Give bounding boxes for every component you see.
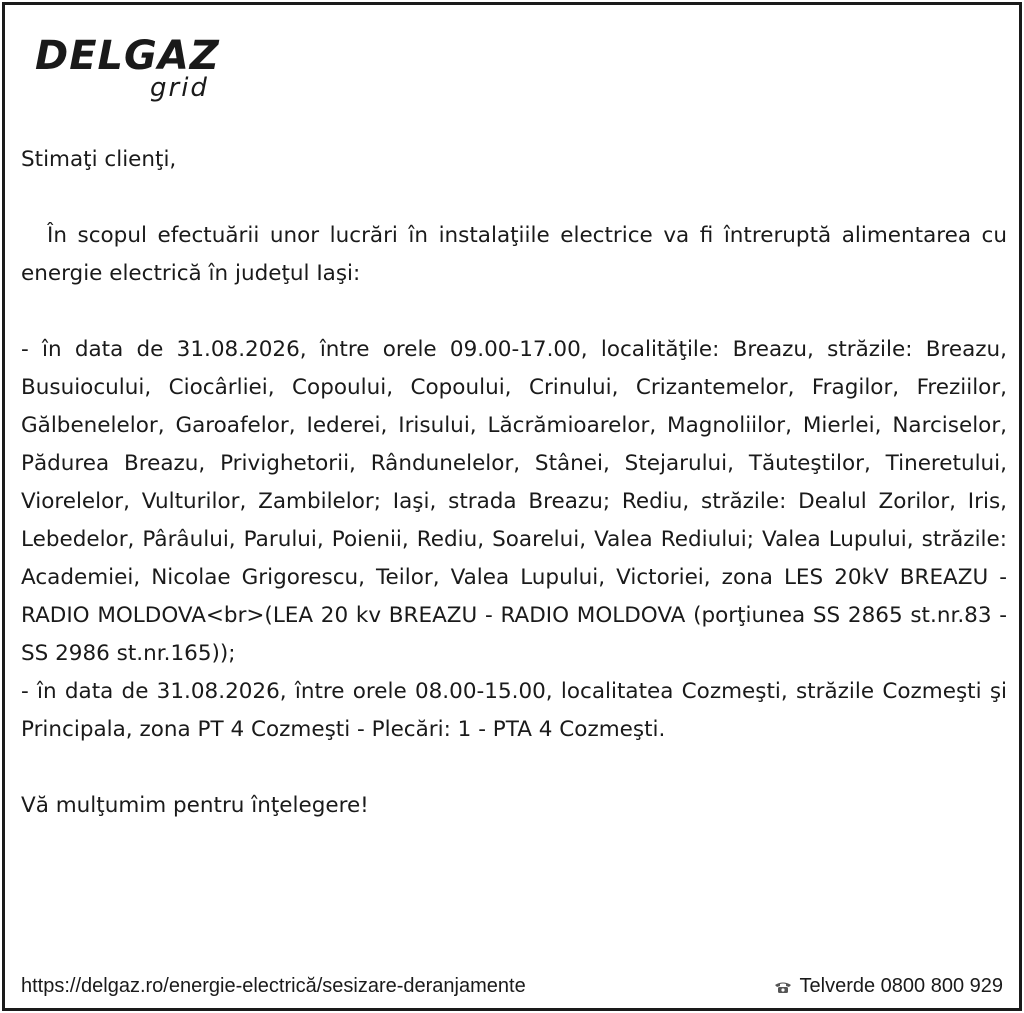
delgaz-grid-logo: [35, 33, 220, 101]
telephone-icon: [774, 980, 792, 994]
logo-sub: grid: [150, 73, 209, 103]
phone-contact: [774, 975, 1004, 998]
intro-paragraph: În scopul efectuării unor lucrări în instalaţiile electrice va fi întreruptă alimentarea cu energie electrică în judeţul Iaşi:: [21, 223, 1007, 286]
notice-frame: [2, 2, 1022, 1011]
closing: Vă mulţumim pentru înţelegere!: [21, 793, 369, 818]
phone-number: Telverde 0800 800 929: [799, 975, 1003, 997]
logo-brand: DELGAZ: [35, 33, 220, 79]
greeting: Stimaţi clienţi,: [21, 147, 177, 172]
sesizare-link[interactable]: https://delgaz.ro/energie-electrică/sesizare-deranjamente: [21, 975, 526, 997]
outage-item-2: - în data de 31.08.2026, între orele 08.00-15.00, localitatea Cozmeşti, străzile Cozmeşti şi Principala, zona PT 4 Cozmeşti - Plecări: 1 - PTA 4 Cozmeşti.: [21, 679, 1007, 742]
footer: [21, 973, 1007, 1003]
notice-body: [21, 141, 1007, 825]
outage-item-1: - în data de 31.08.2026, între orele 09.00-17.00, localităţile: Breazu, străzile: Breazu, Busuiocului, Ciocârliei, Copoului, Copoului, Crinului, Crizantemelor, Fragilor, Freziilor, Gălbenelelor, Garoafelor, Iederei, Irisului, Lăcrămioarelor, Magnoliilor, Mierlei, Narciselor, Pădurea Breazu, Privighetorii, Rândunelelor, Stânei, Stejarului, Tăuteştilor, Tineretului, Viorelelor, Vulturilor, Zambilelor; Iaşi, strada Breazu; Rediu, străzile: Dealul Zorilor, Iris, Lebedelor, Pârâului, Parului, Poienii, Rediu, Soarelui, Valea Rediului; Valea Lupului, străzile: Academiei, Nicolae Grigorescu, Teilor, Valea Lupului, Victoriei, zona LES 20kV BREAZU - RADIO MOLDOVA<br>(LEA 20 kv BREAZU - RADIO MOLDOVA (porţiunea SS 2865 st.nr.83 - SS 2986 st.nr.165));: [21, 337, 1007, 666]
